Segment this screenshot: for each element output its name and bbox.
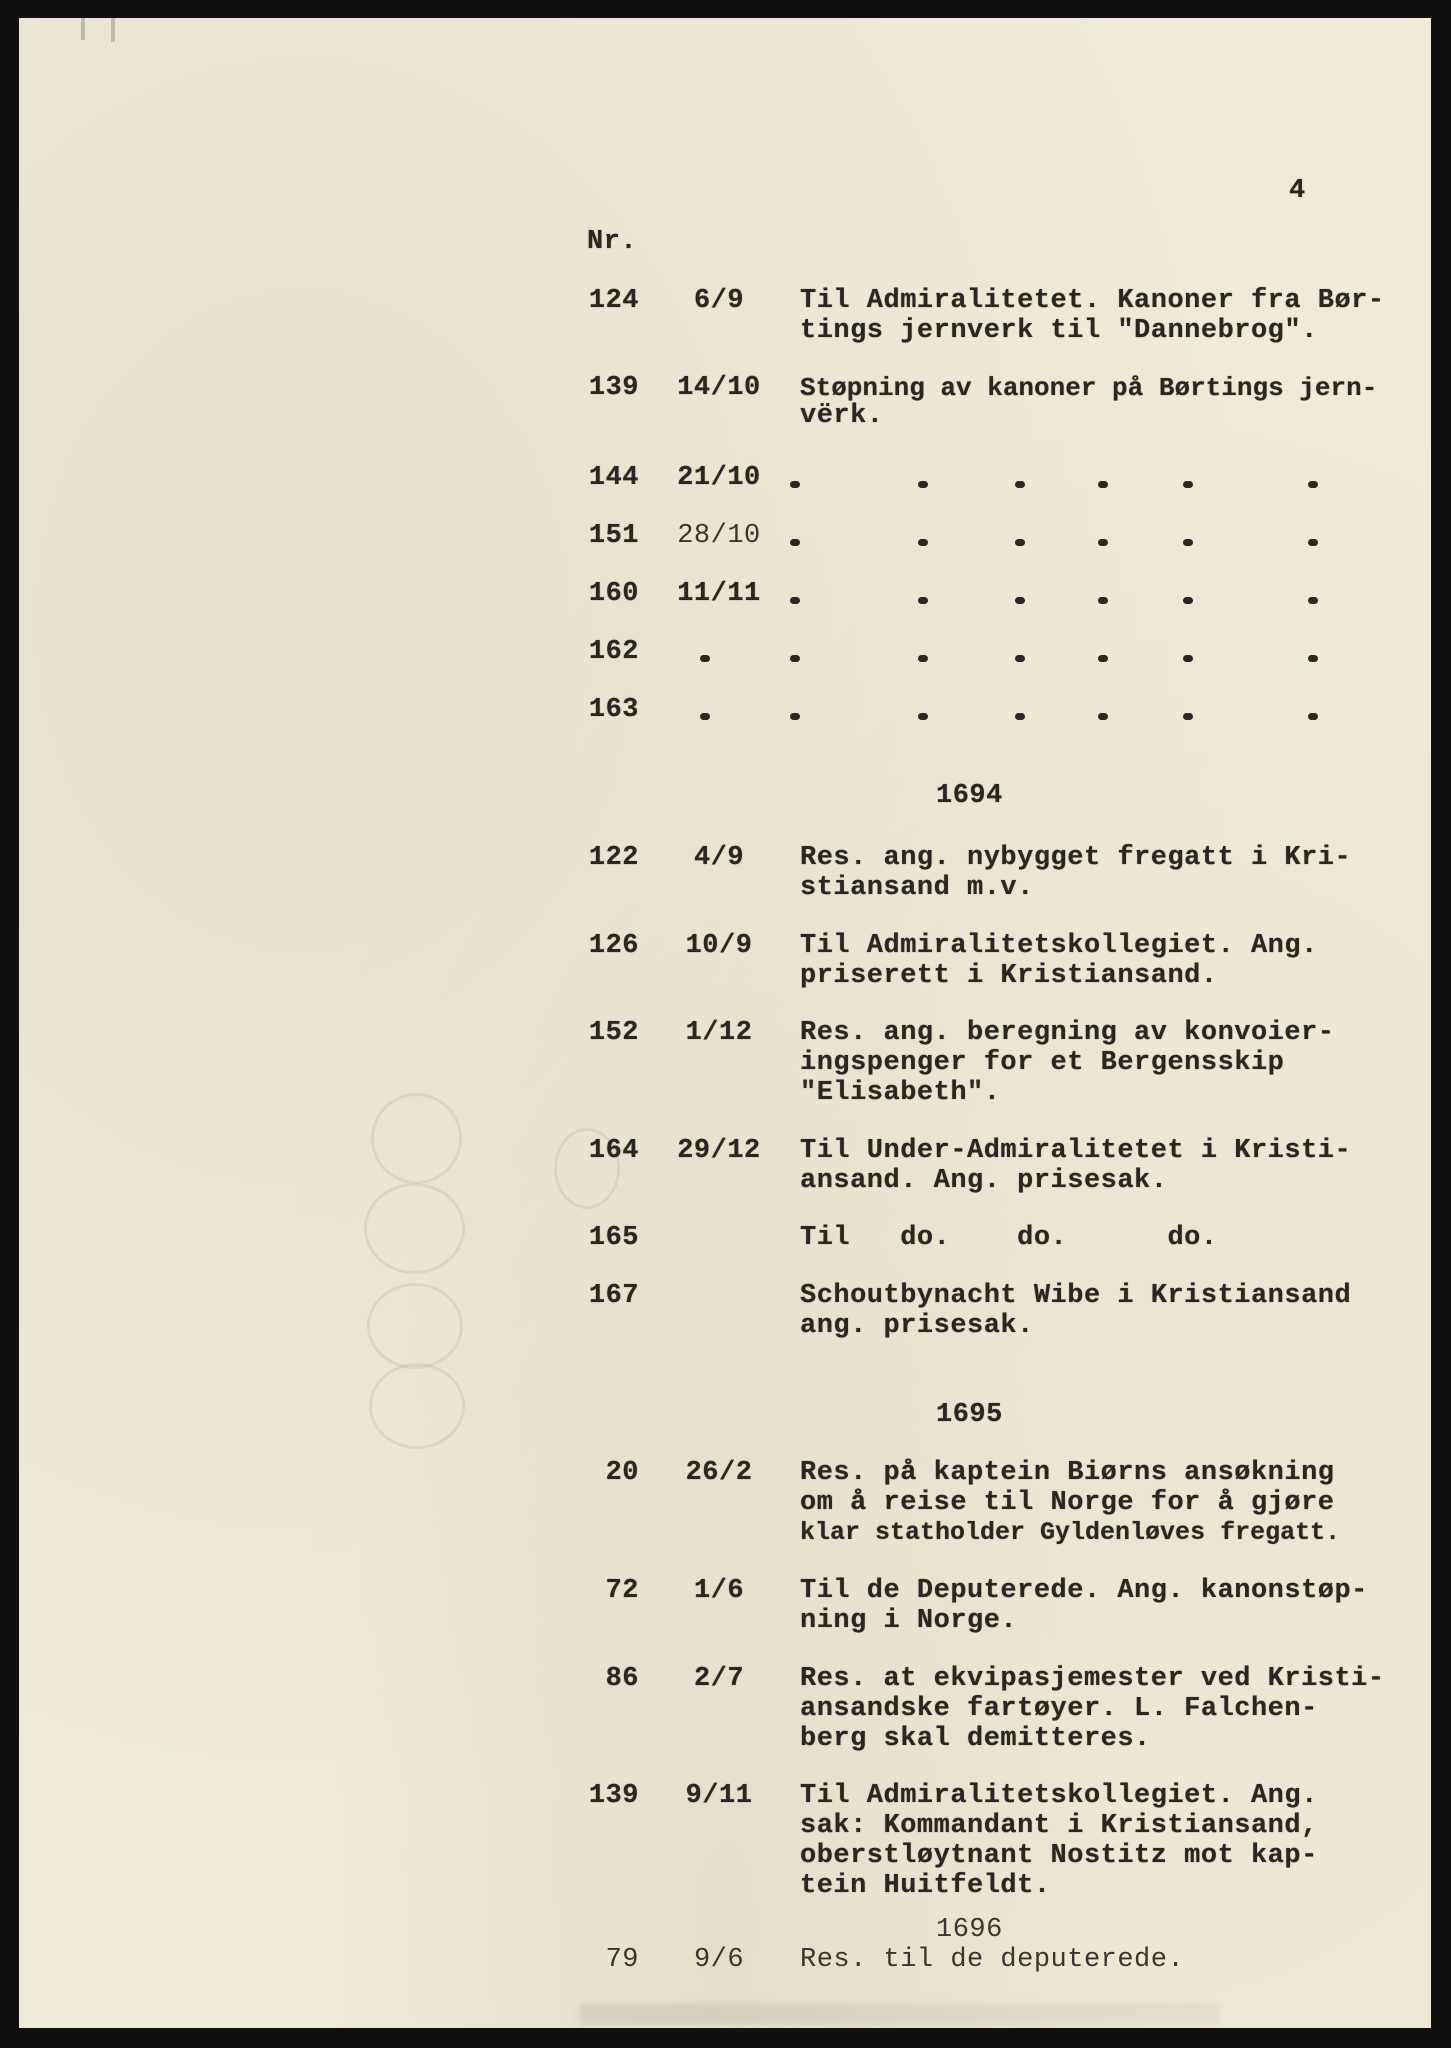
ditto-mark	[1183, 655, 1193, 662]
entry-nr: 139	[588, 1781, 639, 1811]
entry-nr: 20	[605, 1458, 639, 1488]
entry-text-line: "Elisabeth".	[800, 1078, 1001, 1108]
ditto-mark	[790, 481, 800, 488]
ditto-mark	[918, 539, 928, 546]
bleed-through-circle	[371, 1093, 462, 1184]
entry-nr: 79	[605, 1945, 639, 1975]
ditto-mark	[1308, 713, 1318, 720]
entry-text-line: Til do. do. do.	[800, 1223, 1218, 1253]
entry-text-line: ansandske fartøyer. L. Falchen-	[800, 1694, 1318, 1724]
entry-date: 29/12	[677, 1136, 761, 1166]
ink-mark	[81, 18, 85, 40]
entry-date: 9/11	[685, 1781, 753, 1811]
ditto-mark	[918, 713, 928, 720]
ditto-mark	[1098, 481, 1108, 488]
entry-text-line: om å reise til Norge for å gjøre	[800, 1488, 1335, 1518]
entry-text-line: Res. at ekvipasjemester ved Kristi-	[800, 1664, 1385, 1694]
entry-text-line: Res. til de deputerede.	[800, 1945, 1185, 1975]
ditto-mark	[1183, 481, 1193, 488]
ditto-mark	[918, 655, 928, 662]
entry-nr: 124	[588, 286, 639, 316]
entry-text-line: Res. ang. nybygget fregatt i Kri-	[800, 843, 1352, 873]
entry-date: 11/11	[677, 579, 761, 609]
entry-date: 21/10	[677, 463, 761, 493]
entry-nr: 139	[588, 373, 639, 403]
entry-date: 1/6	[693, 1576, 745, 1606]
ditto-mark	[1098, 655, 1108, 662]
entry-date: 9/6	[693, 1945, 745, 1975]
ditto-mark	[1308, 597, 1318, 604]
entry-text-line: Res. ang. beregning av konvoier-	[800, 1018, 1335, 1048]
ditto-mark	[1183, 539, 1193, 546]
ditto-mark	[1183, 597, 1193, 604]
entry-text-line: Til Admiralitetskollegiet. Ang.	[800, 931, 1318, 961]
entry-nr: 165	[588, 1223, 639, 1253]
entry-text-line: klar statholder Gyldenløves fregatt.	[800, 1518, 1341, 1547]
entry-nr: 160	[588, 579, 639, 609]
entry-text-line: Res. på kaptein Biørns ansøkning	[800, 1458, 1335, 1488]
entry-date: 6/9	[693, 286, 745, 316]
bleed-through-circle	[369, 1363, 465, 1449]
ditto-mark	[790, 655, 800, 662]
ditto-mark	[1015, 597, 1025, 604]
entry-date: 10/9	[685, 931, 753, 961]
entry-date: 2/7	[693, 1664, 745, 1694]
ditto-mark	[1015, 713, 1025, 720]
document-page	[19, 18, 1431, 2028]
entry-text-line: Til de Deputerede. Ang. kanonstøp-	[800, 1576, 1368, 1606]
entry-date: 26/2	[685, 1458, 753, 1488]
entry-nr: 126	[588, 931, 639, 961]
ditto-mark	[1308, 655, 1318, 662]
ditto-mark	[1308, 539, 1318, 546]
ditto-mark	[1098, 539, 1108, 546]
page-number: 4	[1289, 176, 1306, 206]
ditto-mark	[700, 713, 710, 720]
ditto-mark	[790, 713, 800, 720]
entry-text-line: Støpning av kanoner på Børtings jern-	[800, 373, 1378, 403]
entry-text-line: ansand. Ang. prisesak.	[800, 1166, 1168, 1196]
entry-nr: 151	[588, 521, 639, 551]
ditto-mark	[700, 655, 710, 662]
entry-text-line: ang. prisesak.	[800, 1311, 1034, 1341]
entry-text-line: ning i Norge.	[800, 1606, 1018, 1636]
entry-text-line: tein Huitfeldt.	[800, 1871, 1051, 1901]
bleed-through-circle	[367, 1283, 463, 1369]
entry-text-line: stiansand m.v.	[800, 873, 1034, 903]
entry-text-line: Til Under-Admiralitetet i Kristi-	[800, 1136, 1352, 1166]
ditto-mark	[1098, 597, 1108, 604]
entry-date: 14/10	[677, 373, 761, 403]
entry-nr: 163	[588, 695, 639, 725]
entry-nr: 152	[588, 1018, 639, 1048]
bleed-through-circle	[364, 1183, 465, 1274]
entry-nr: 144	[588, 463, 639, 493]
ditto-mark	[1308, 481, 1318, 488]
year-heading: 1694	[936, 781, 1003, 811]
entry-text-line: ingspenger for et Bergensskip	[800, 1048, 1285, 1078]
entry-text-line: Til Admiralitetet. Kanoner fra Bør-	[800, 286, 1385, 316]
entry-nr: 72	[605, 1576, 639, 1606]
year-heading: 1696	[936, 1915, 1003, 1945]
ditto-mark	[790, 539, 800, 546]
entry-date: 4/9	[693, 843, 745, 873]
entry-date: 28/10	[677, 521, 761, 551]
ink-mark	[111, 18, 115, 42]
entry-text-line: oberstløytnant Nostitz mot kap-	[800, 1841, 1318, 1871]
entry-nr: 162	[588, 637, 639, 667]
ditto-mark	[1015, 655, 1025, 662]
entry-nr: 122	[588, 843, 639, 873]
entry-nr: 86	[605, 1664, 639, 1694]
ditto-mark	[1183, 713, 1193, 720]
ditto-mark	[1015, 539, 1025, 546]
bleed-through-line	[579, 2003, 1219, 2025]
ditto-mark	[918, 597, 928, 604]
entry-text-line: berg skal demitteres.	[800, 1724, 1151, 1754]
entry-nr: 167	[588, 1281, 639, 1311]
entry-date: 1/12	[685, 1018, 753, 1048]
entry-text-line: vërk.	[800, 401, 884, 431]
ditto-mark	[1098, 713, 1108, 720]
ditto-mark	[1015, 481, 1025, 488]
entry-text-line: Til Admiralitetskollegiet. Ang.	[800, 1781, 1318, 1811]
entry-text-line: priserett i Kristiansand.	[800, 961, 1218, 991]
ditto-mark	[790, 597, 800, 604]
entry-text-line: tings jernverk til "Dannebrog".	[800, 316, 1318, 346]
entry-nr: 164	[588, 1136, 639, 1166]
entry-text-line: sak: Kommandant i Kristiansand,	[800, 1811, 1318, 1841]
entry-text-line: Schoutbynacht Wibe i Kristiansand	[800, 1281, 1352, 1311]
column-header-nr: Nr.	[587, 227, 638, 257]
ditto-mark	[918, 481, 928, 488]
year-heading: 1695	[936, 1400, 1003, 1430]
